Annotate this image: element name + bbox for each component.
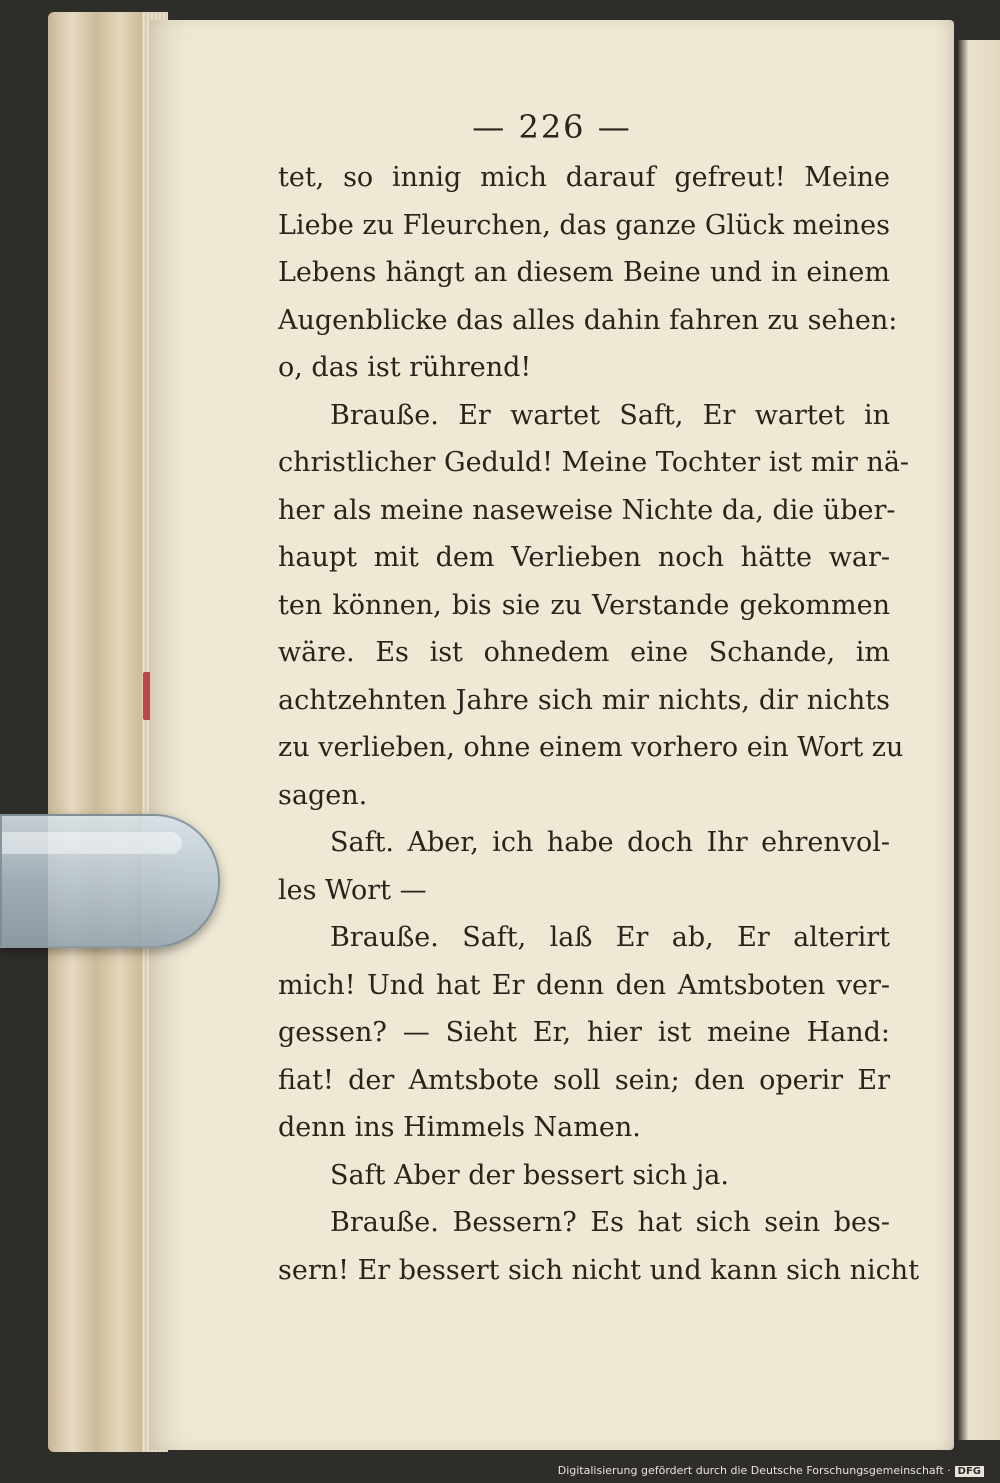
page-text [278, 154, 920, 1294]
credit-text: Digitalisierung gefördert durch die Deutsche Forschungsgemeinschaft · [557, 1464, 951, 1477]
text-line: tet, so innig mich darauf gefreut! Meine [278, 162, 890, 193]
text-line: Brauße. Bessern? Es hat sich sein bes- [330, 1207, 890, 1238]
text-line: achtzehnten Jahre sich mir nichts, dir nichts [278, 684, 890, 716]
text-line: fiat! der Amtsbote soll sein; den operir Er [278, 1064, 890, 1096]
text-line: Brauße. Er wartet Saft, Er wartet in [330, 399, 890, 431]
text-line: gessen? — Sieht Er, hier ist meine Hand: [278, 1017, 890, 1048]
text-line: sagen. [278, 779, 368, 811]
page-holder-clip [0, 814, 220, 948]
text-line: her als meine naseweise Nichte da, die über- [278, 494, 896, 526]
text-line: haupt mit dem Verlieben noch hätte war- [278, 542, 890, 573]
text-line: ten können, bis sie zu Verstande gekommen [278, 589, 890, 621]
digitization-credit [558, 1464, 984, 1477]
text-line: Augenblicke das alles dahin fahren zu sehen: [278, 304, 898, 336]
text-line: Saft Aber der bessert sich ja. [330, 1159, 729, 1191]
text-line: sern! Er bessert sich nicht und kann sich nicht [278, 1254, 920, 1286]
text-line: christlicher Geduld! Meine Tochter ist mir nä- [278, 447, 910, 478]
page-number: — 226 — [472, 108, 632, 146]
text-line: Lebens hängt an diesem Beine und in einem [278, 257, 890, 288]
text-line: wäre. Es ist ohnedem eine Schande, im [278, 637, 890, 668]
facing-page-edge [958, 40, 1000, 1440]
text-line: zu verlieben, ohne einem vorhero ein Wort zu [278, 732, 904, 763]
text-line: Brauße. Saft, laß Er ab, Er alterirt [330, 922, 890, 953]
text-line: Liebe zu Fleurchen, das ganze Glück meines [278, 209, 890, 241]
text-line: denn ins Himmels Namen. [278, 1112, 641, 1143]
text-line: mich! Und hat Er denn den Amtsboten ver- [278, 969, 890, 1001]
dfg-logo: DFG [955, 1466, 984, 1477]
text-line: Saft. Aber, ich habe doch Ihr ehrenvol- [330, 827, 890, 858]
text-line: o, das ist rührend! [278, 352, 532, 383]
text-line: les Wort — [278, 874, 427, 906]
